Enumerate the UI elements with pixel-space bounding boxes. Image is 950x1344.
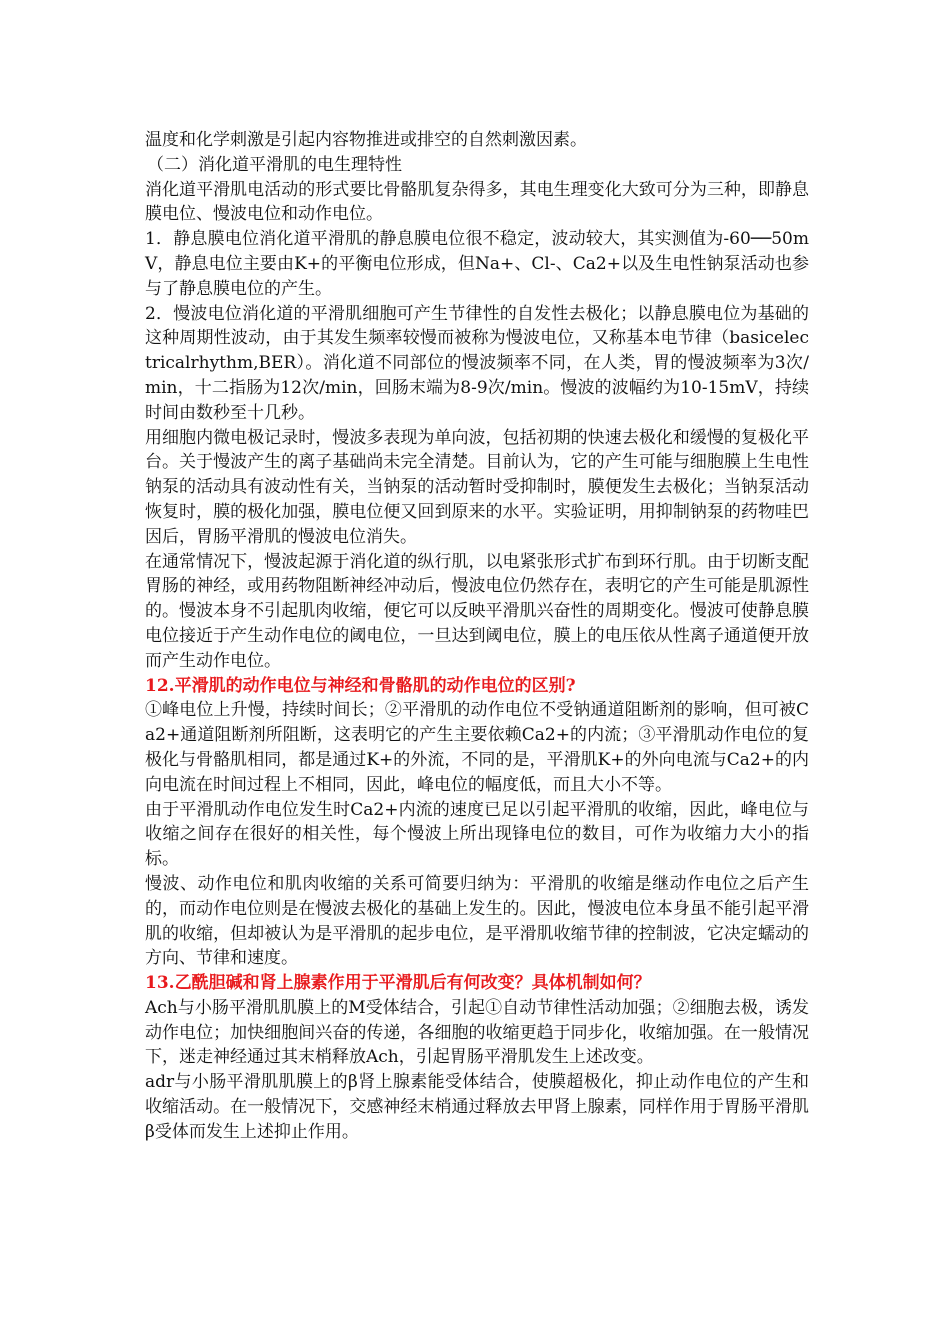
paragraph-intro: 温度和化学刺激是引起内容物推进或排空的自然刺激因素。 xyxy=(145,130,587,150)
paragraph-relationship-summary: 慢波、动作电位和肌肉收缩的关系可简要归纳为：平滑肌的收缩是继动作电位之后产生的，而动作电位则是在慢波去极化的基础上发生的。因此，慢波电位本身虽不能引起平滑肌的收缩，但却被认为是平滑肌的起步电位，是平滑肌收缩节律的控制波，它决定蠕动的方向、节律和速度。 xyxy=(145,873,809,969)
paragraph-microelectrode: 用细胞内微电极记录时，慢波多表现为单向波，包括初期的快速去极化和缓慢的复极化平台。关于慢波产生的离子基础尚未完全清楚。目前认为，它的产生可能与细胞膜上生电性钠泵的活动具有波动性有关，当钠泵的活动暂时受抑制时，膜便发生去极化；当钠泵活动恢复时，膜的极化加强，膜电位便又回到原来的水平。实验证明，用抑制钠泵的药物哇巴因后，胃肠平滑肌的慢波电位消失。 xyxy=(145,427,809,547)
paragraph-adr-effect: adr与小肠平滑肌肌膜上的β肾上腺素能受体结合，使膜超极化，抑止动作电位的产生和收缩活动。在一般情况下，交感神经末梢通过释放去甲肾上腺素，同样作用于胃肠平滑肌β受体而发生上述抑止作用。 xyxy=(145,1072,809,1142)
paragraph-ach-effect: Ach与小肠平滑肌肌膜上的M受体结合，引起①自动节律性活动加强；②细胞去极，诱发动作电位；加快细胞间兴奋的传递，各细胞的收缩更趋于同步化，收缩加强。在一般情况下，迷走神经通过其末梢释放Ach，引起胃肠平滑肌发生上述改变。 xyxy=(145,997,809,1068)
question-heading-12: 12.平滑肌的动作电位与神经和骨骼肌的动作电位的区别? xyxy=(145,675,576,696)
question-heading-13: 13.乙酰胆碱和肾上腺素作用于平滑肌后有何改变？具体机制如何？ xyxy=(145,973,651,994)
paragraph-slow-wave: 2．慢波电位消化道的平滑肌细胞可产生节律性的自发性去极化；以静息膜电位为基础的这种周期性波动，由于其发生频率较慢而被称为慢波电位，又称基本电节律（basicelectricalrhythm,BER）。消化道不同部位的慢波频率不同，在人类，胃的慢波频率为3次/min，十二指肠为12次/min，回肠末端为8-9次/min。慢波的波幅约为10-15mV，持续时间由数秒至十几秒。 xyxy=(145,303,809,423)
paragraph-slow-wave-origin: 在通常情况下，慢波起源于消化道的纵行肌，以电紧张形式扩布到环行肌。由于切断支配胃肠的神经，或用药物阻断神经冲动后，慢波电位仍然存在，表明它的产生可能是肌源性的。慢波本身不引起肌肉收缩，便它可以反映平滑肌兴奋性的周期变化。慢波可使静息膜电位接近于产生动作电位的阈电位，一旦达到阈电位，膜上的电压依从性离子通道便开放而产生动作电位。 xyxy=(145,551,809,671)
paragraph-resting-potential: 1．静息膜电位消化道平滑肌的静息膜电位很不稳定，波动较大，其实测值为-60──50mV，静息电位主要由K+的平衡电位形成，但Na+、Cl-、Ca2+以及生电性钠泵活动也参与了静息膜电位的产生。 xyxy=(145,229,809,299)
section-subheading: （二）消化道平滑肌的电生理特性 xyxy=(147,154,402,175)
paragraph-calcium-influx: 由于平滑肌动作电位发生时Ca2+内流的速度已足以引起平滑肌的收缩，因此，峰电位与收缩之间存在很好的相关性，每个慢波上所出现锋电位的数目，可作为收缩力大小的指标。 xyxy=(145,799,809,870)
paragraph-overview: 消化道平滑肌电活动的形式要比骨骼肌复杂得多，其电生理变化大致可分为三种，即静息膜电位、慢波电位和动作电位。 xyxy=(145,179,809,225)
paragraph-action-potential-differences: ①峰电位上升慢，持续时间长；②平滑肌的动作电位不受钠通道阻断剂的影响，但可被Ca2+通道阻断剂所阻断，这表明它的产生主要依赖Ca2+的内流；③平滑肌动作电位的复极化与骨骼肌相同，都是通过K+的外流，不同的是，平滑肌K+的外向电流与Ca2+的内向电流在时间过程上不相同，因此，峰电位的幅度低，而且大小不等。 xyxy=(145,700,809,795)
document-page xyxy=(145,128,809,1145)
